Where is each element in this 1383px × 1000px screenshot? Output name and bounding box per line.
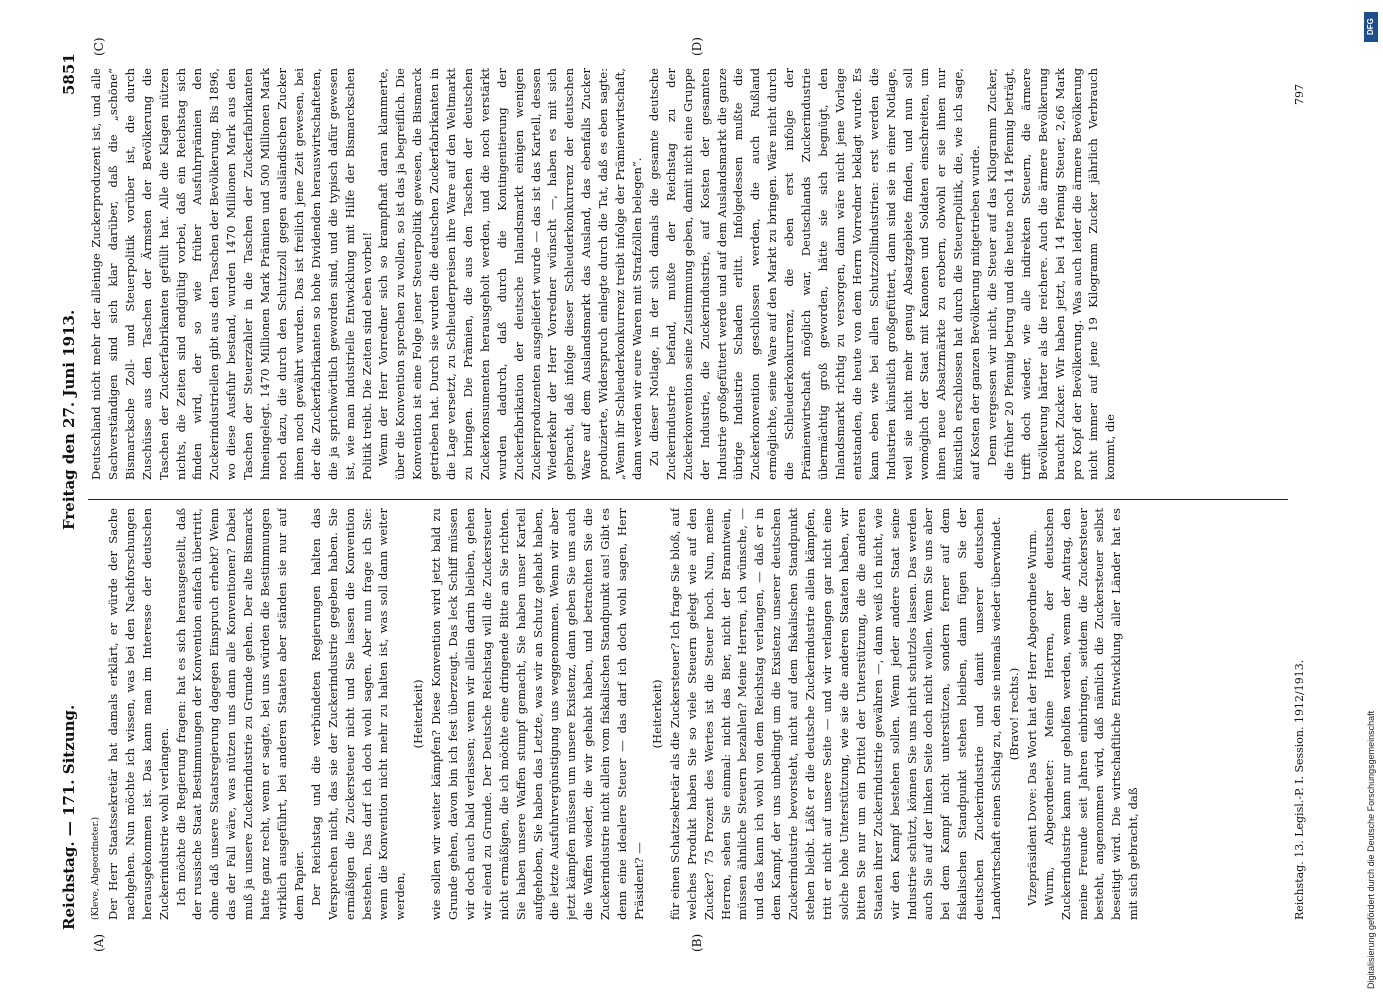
paragraph: Wurm, Abgeordneter: Meine Herren, der deutschen Zuckerindustrie kann nur geholfen werden, wenn der Antrag, den meine Freunde seit Jahren einbringen, seitdem die Zuckersteuer besteht, angenommen wird, daß nämlich die Zuckersteuer selbst beseitigt wird. Die wirtschaftliche Entwicklung aller Länder hat es mit sich gebracht, daß xyxy=(1041,508,1141,920)
margin-mark-a: (A) xyxy=(92,933,106,952)
paragraph: Zu dieser Notlage, in der sich damals die gesamte deutsche Zuckerindustrie befand, mußte der Reichstag zu der Zuckerkonvention seine Zustimmung geben, damit nicht eine Gruppe der Industrie, die Zuckerindustrie, auf Kosten der gesamten Industrie großgefüttert werde und auf dem Auslandsmarkt die ganze übrige Industrie Schaden erlitt. Infolgedessen mußte die Zuckerkonvention geschlossen werden, die auch Rußland ermöglichte, seine Ware auf den Markt zu bringen. Wäre nicht durch die Schleuderkonkurrenz, die eben erst infolge der Prämienwirtschaft möglich war, Deutschlands Zuckerindustrie übermächtig groß geworden, hätte sie sich begnügt, den Inlandsmarkt richtig zu versorgen, dann wäre nicht jene Vorlage entstanden, die heute von dem Herrn Vorredner beklagt wurde. Es kann eben wie bei allen Schutzzollindustrien: erst werden die Industrien künstlich großgefüttert, dann sind sie in einer Notlage, weil sie nicht mehr genug Absatzgebiete finden, und nun soll womöglich der Staat mit Kanonen und Soldaten einschreiten, um ihnen neue Absatzmärkte zu erobern, obwohl er sie ihnen nur künstlich erschlossen hat durch die Steuerpolitik, die, wie ich sage, auf Kosten der ganzen Bevölkerung mitgetrieben wurde. xyxy=(646,68,983,480)
margin-mark-c: (C) xyxy=(92,37,106,56)
paragraph: Ich möchte die Regierung fragen: hat es sich herausgestellt, daß der russische Staat Bestimmungen der Konvention einfach übertritt, ohne daß unsere Staatsregierung dagegen Einspruch erhebt? Wenn das der Fall wäre, was nützen uns dann alle Konventionen? Dabei muß ja unsere Zuckerindustrie zu Grunde gehen. Der alte Bismarck hatte ganz recht, wenn er sagte, bei uns würden die Bestimmungen wirklich ausgeführt, bei anderen Staaten aber ständen sie nur auf dem Papier. xyxy=(173,508,306,920)
paragraph: Vizepräsident Dove: Das Wort hat der Herr Abgeordnete Wurm. xyxy=(1024,529,1039,906)
header-page-number: 5851 xyxy=(60,53,78,95)
applause: (Bravo! rechts.) xyxy=(1006,667,1021,761)
margin-mark-d: (D) xyxy=(690,37,704,56)
interjection: (Heiterkeit) xyxy=(649,679,664,749)
paragraph: Deutschland nicht mehr der alleinige Zuckerproduzent ist, und alle Sachverständigen sind sich klar darüber, daß die „schöne“ Bismarcksche Zoll- und Steuerpolitik vorüber ist, die durch Zuschüsse aus den Taschen der Ärmsten der Bevölkerung die Taschen der Zuckerfabrikanten gefüllt hat. Alle die Klagen nützen nichts, die Zeiten sind endgültig vorbei, daß ein Reichstag sich finden wird, der so wie früher Ausfuhrprämien den Zuckerindustriellen gibt aus den Taschen der Bevölkerung. Bis 1896, wo diese Ausfuhr bestand, wurden 1470 Millionen Mark aus den Taschen der Steuerzahler in die Taschen der Zuckerfabrikanten hineingelegt. 1470 Millionen Mark Prämien und 500 Millionen Mark noch dazu, die durch den Schutzzoll gegen ausländischen Zucker ihnen noch gewährt wurden. Das ist freilich jene Zeit gewesen, bei der die Zuckerfabrikanten so hohe Dividenden herauswirtschafteten, die ja sprichwörtlich geworden sind, und die typisch dafür gewesen ist, wie man industrielle Entwicklung mit Hilfe der Bismarckschen Politik treibt. Die Zeiten sind eben vorbei! xyxy=(89,68,374,480)
paragraph: für einen Schatzsekretär als die Zuckersteuer? Ich frage Sie bloß, auf welches Produkt haben Sie so viele Steuern gelegt wie auf den Zucker? 75 Prozent des Wertes ist die Steuer hoch. Nun, meine Herren, sehen Sie einmal: nicht das Bier, nicht der Branntwein, müssen ähnliche Steuern bezahlen? Meine Herren, ich wünsche, — und das kann ich wohl von dem Reichstag verlangen, — daß er in dem Kampf, der uns unbedingt um die Existenz unserer deutschen Zuckerindustrie bevorsteht, nicht auf dem fiskalischen Standpunkt stehen bleibt. Läßt er die deutsche Zuckerindustrie allein kämpfen, tritt er nicht auf unsere Seite — und wir verlangen gar nicht eine solche hohe Unterstützung, wie sie die anderen Staaten haben, wir bitten Sie nur um ein Drittel der Unterstützung, die die anderen Staaten ihrer Zuckerindustrie gewähren —, dann weiß ich nicht, wie wir den Kampf bestehen sollen. Wenn jeder andere Staat seine Industrie schützt, können Sie uns nicht schutzlos lassen. Das werden auch Sie auf der linken Seite doch nicht wollen. Wenn Sie uns aber bei dem Kampf nicht unterstützen, sondern ferner auf dem fiskalischen Standpunkt stehen bleiben, dann fügen Sie der deutschen Zuckerindustrie und damit unserer deutschen Landwirtschaft einen Schlag zu, den sie niemals wieder überwindet. xyxy=(667,508,1004,920)
header-date: Freitag den 27. Juni 1913. xyxy=(60,309,78,530)
paragraph: Wenn der Herr Vorredner sich so krampfhaft daran klammerte, über die Konvention sprechen zu wollen, so ist das ja begreiflich. Die Konvention ist eine Folge jener Steuerpolitik gewesen, die Bismarck getrieben hat. Durch sie wurden die deutschen Zuckerfabrikanten in die Lage versetzt, zu Schleuderpreisen ihre Ware auf den Weltmarkt zu bringen. Die Prämien, die aus den Taschen der deutschen Zuckerkonsumenten herausgeholt werden, und die noch verstärkt wurden dadurch, daß durch die Kontingentierung der Zuckerfabrikation der deutsche Inlandsmarkt einigen wenigen Zuckerproduzenten ausgeliefert wurde — das ist das Kartell, dessen Wiederkehr der Herr Vorredner wünscht —, haben es mit sich gebracht, daß infolge dieser Schleuderkonkurrenz der deutschen Ware auf dem Auslandsmarkt das Ausland, das ebenfalls Zucker produzierte, Widerspruch einlegte durch die Tat, daß es eben sagte: „Wenn ihr Schleuderkonkurrenz treibt infolge der Prämienwirtschaft, dann werden wir eure Waren mit Strafzöllen belegen“. xyxy=(376,68,644,480)
credit-text: Digitalisierung gefördert durch die Deutsche Forschungsgemeinschaft xyxy=(1366,710,1376,989)
interjection: (Heiterkeit) xyxy=(411,679,426,749)
dfg-logo: DFG xyxy=(1364,12,1378,42)
paragraph: Der Herr Staatssekretär hat damals erklärt, er würde der Sache nachgehen. Nun möchte ich wissen, was bei den Nachforschungen herausgekommen ist. Das kann man im Interesse der deutschen Zuckerindustrie wohl verlangen. xyxy=(105,508,171,920)
column-divider xyxy=(88,499,1288,500)
footer-signature: 797 xyxy=(1293,84,1306,105)
speaker-tag: (Kleve, Abgeordneter.) xyxy=(91,816,101,920)
paragraph: Der Reichstag und die verbündeten Regierungen halten das Versprechen nicht, das sie der Zuckerindustrie gegeben haben. Sie ermäßigen die Zuckersteuer nicht und Sie lassen die Konvention bestehen. Das darf ich doch wohl sagen. Aber nun frage ich Sie: wenn die Konvention nicht mehr zu halten ist, was soll dann weiter werden, xyxy=(308,508,408,920)
footer-publication: Reichstag. 13. Legisl.-P. I. Session. 1912/1913. xyxy=(1293,659,1306,920)
header-session: Reichstag. — 171. Sitzung. xyxy=(60,704,78,930)
digitization-credit xyxy=(1346,4,1380,996)
right-text-column xyxy=(88,68,1288,480)
paragraph: wie sollen wir weiter kämpfen? Diese Konvention wird jetzt bald zu Grunde gehen, davon bin ich fest überzeugt. Das leck Schiff müssen wir doch auch bald verlassen; wenn wir allein darin bleiben, gehen wir elend zu Grunde. Der Deutsche Reichstag will die Zuckersteuer nicht ermäßigen, die ich möchte eine dringende Bitte an Sie richten. Sie haben unsere Waffen stumpf gemacht, Sie haben unser Kartell aufgehoben, Sie haben das Letzte, was wir an Schutz gehabt haben, die letzte Ausfuhrvergünstigung uns weggenommen. Wenn wir aber jetzt kämpfen müssen um unsere Existenz, dann geben Sie uns auch die Waffen wieder, die wir gehabt haben, und betrachten Sie die Zuckerindustrie nicht allein vom fiskalischen Standpunkt aus! Gibt es denn eine idealere Steuer — das darf ich doch wohl sagen, Herr Präsident? — xyxy=(429,508,646,920)
paragraph: Denn vergessen wir nicht, die Steuer auf das Kilogramm Zucker, die früher 20 Pfennig betrug und die heute noch 14 Pfennig beträgt, trifft doch wieder, wie alle indirekten Steuern, die ärmere Bevölkerung härter als die reichere. Auch die ärmere Bevölkerung braucht Zucker. Wir haben jetzt, bei 14 Pfennig Steuer, 2,66 Mark pro Kopf der Bevölkerung. Was auch leider die ärmere Bevölkerung nicht immer auf jene 19 Kilogramm Zucker jährlich Verbrauch kommt, die xyxy=(985,68,1118,480)
margin-mark-b: (B) xyxy=(690,933,704,952)
left-text-column xyxy=(88,508,1288,920)
